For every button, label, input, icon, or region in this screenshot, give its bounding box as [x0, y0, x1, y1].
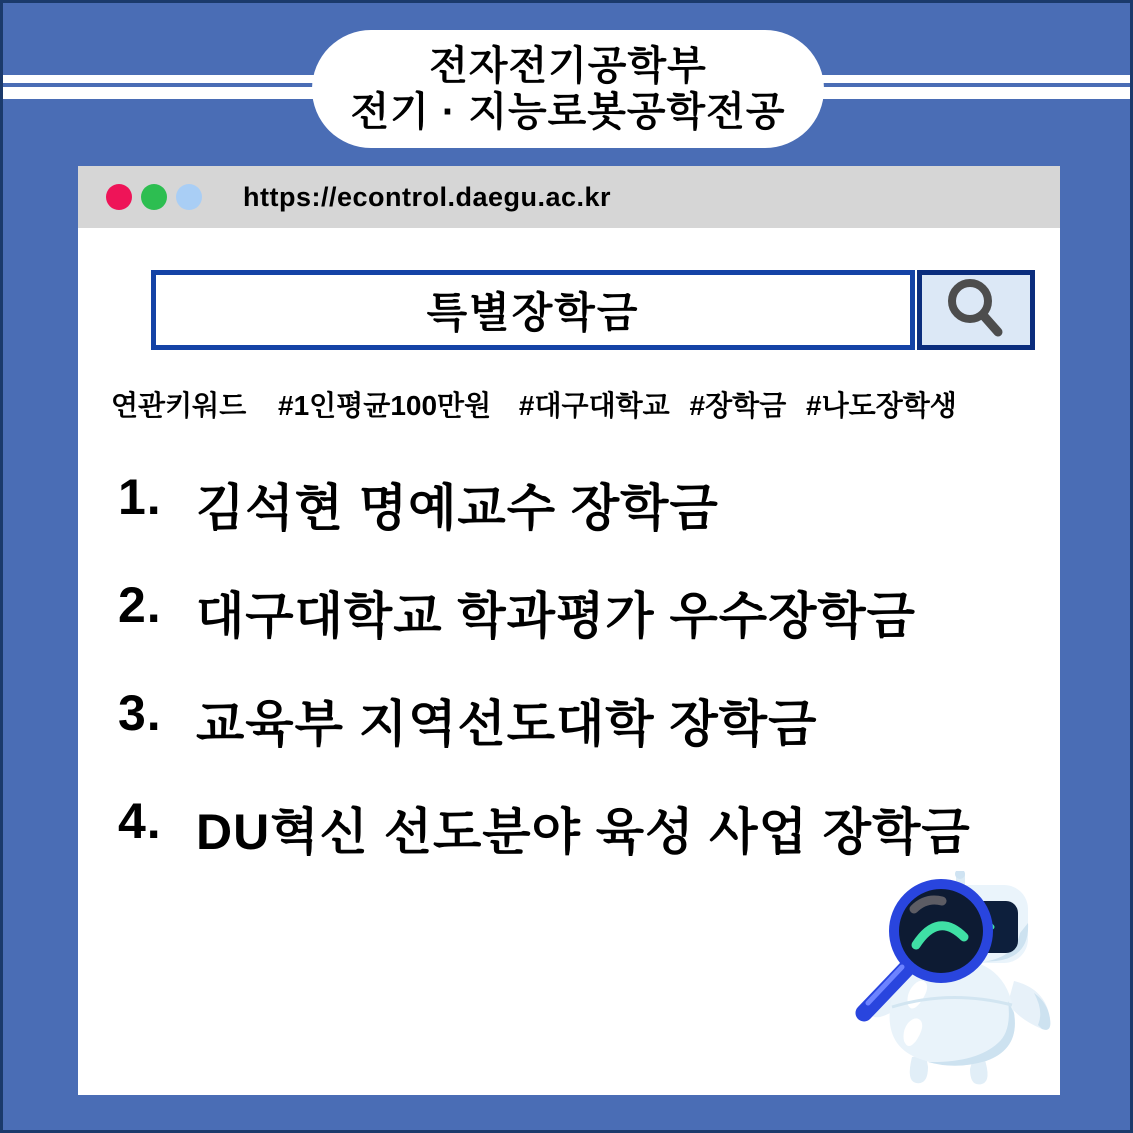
result-number: 3. [118, 685, 162, 741]
related-keywords [111, 384, 969, 424]
keyword-tag[interactable]: #1인평균100만원 [278, 390, 492, 421]
result-title: DU혁신 선도분야 육성 사업 장학금 [196, 804, 971, 860]
address-bar-url[interactable]: https://econtrol.daegu.ac.kr [243, 181, 612, 212]
result-title: 김석현 명예교수 장학금 [196, 480, 719, 536]
search-query-text: 특별장학금 [426, 289, 640, 336]
browser-header [78, 166, 1060, 228]
keyword-tag[interactable]: #나도장학생 [806, 390, 957, 421]
keywords-label: 연관키워드 [111, 390, 247, 421]
search-input[interactable] [151, 270, 915, 350]
result-number: 2. [118, 577, 162, 633]
result-item-1[interactable] [118, 468, 971, 576]
result-item-4[interactable] [118, 792, 971, 900]
scholarship-result-list [118, 468, 971, 900]
traffic-light-minimize-icon[interactable] [141, 184, 167, 210]
result-item-3[interactable] [118, 684, 971, 792]
result-title: 교육부 지역선도대학 장학금 [196, 696, 818, 752]
result-item-2[interactable] [118, 576, 971, 684]
department-banner [312, 30, 824, 148]
search-button[interactable] [917, 270, 1035, 350]
robot-mascot [846, 871, 1060, 1091]
banner-line-1: 전자전기공학부 [429, 43, 707, 88]
keyword-tag[interactable]: #장학금 [689, 390, 787, 421]
traffic-light-maximize-icon[interactable] [176, 184, 202, 210]
browser-window [78, 166, 1060, 1095]
keyword-tag[interactable]: #대구대학교 [518, 390, 670, 421]
result-title: 대구대학교 학과평가 우수장학금 [196, 588, 916, 644]
banner-line-2: 전기 · 지능로봇공학전공 [350, 90, 786, 134]
magnifier-icon [940, 274, 1012, 346]
result-number: 1. [118, 469, 162, 525]
result-number: 4. [118, 793, 162, 849]
traffic-light-close-icon[interactable] [106, 184, 132, 210]
